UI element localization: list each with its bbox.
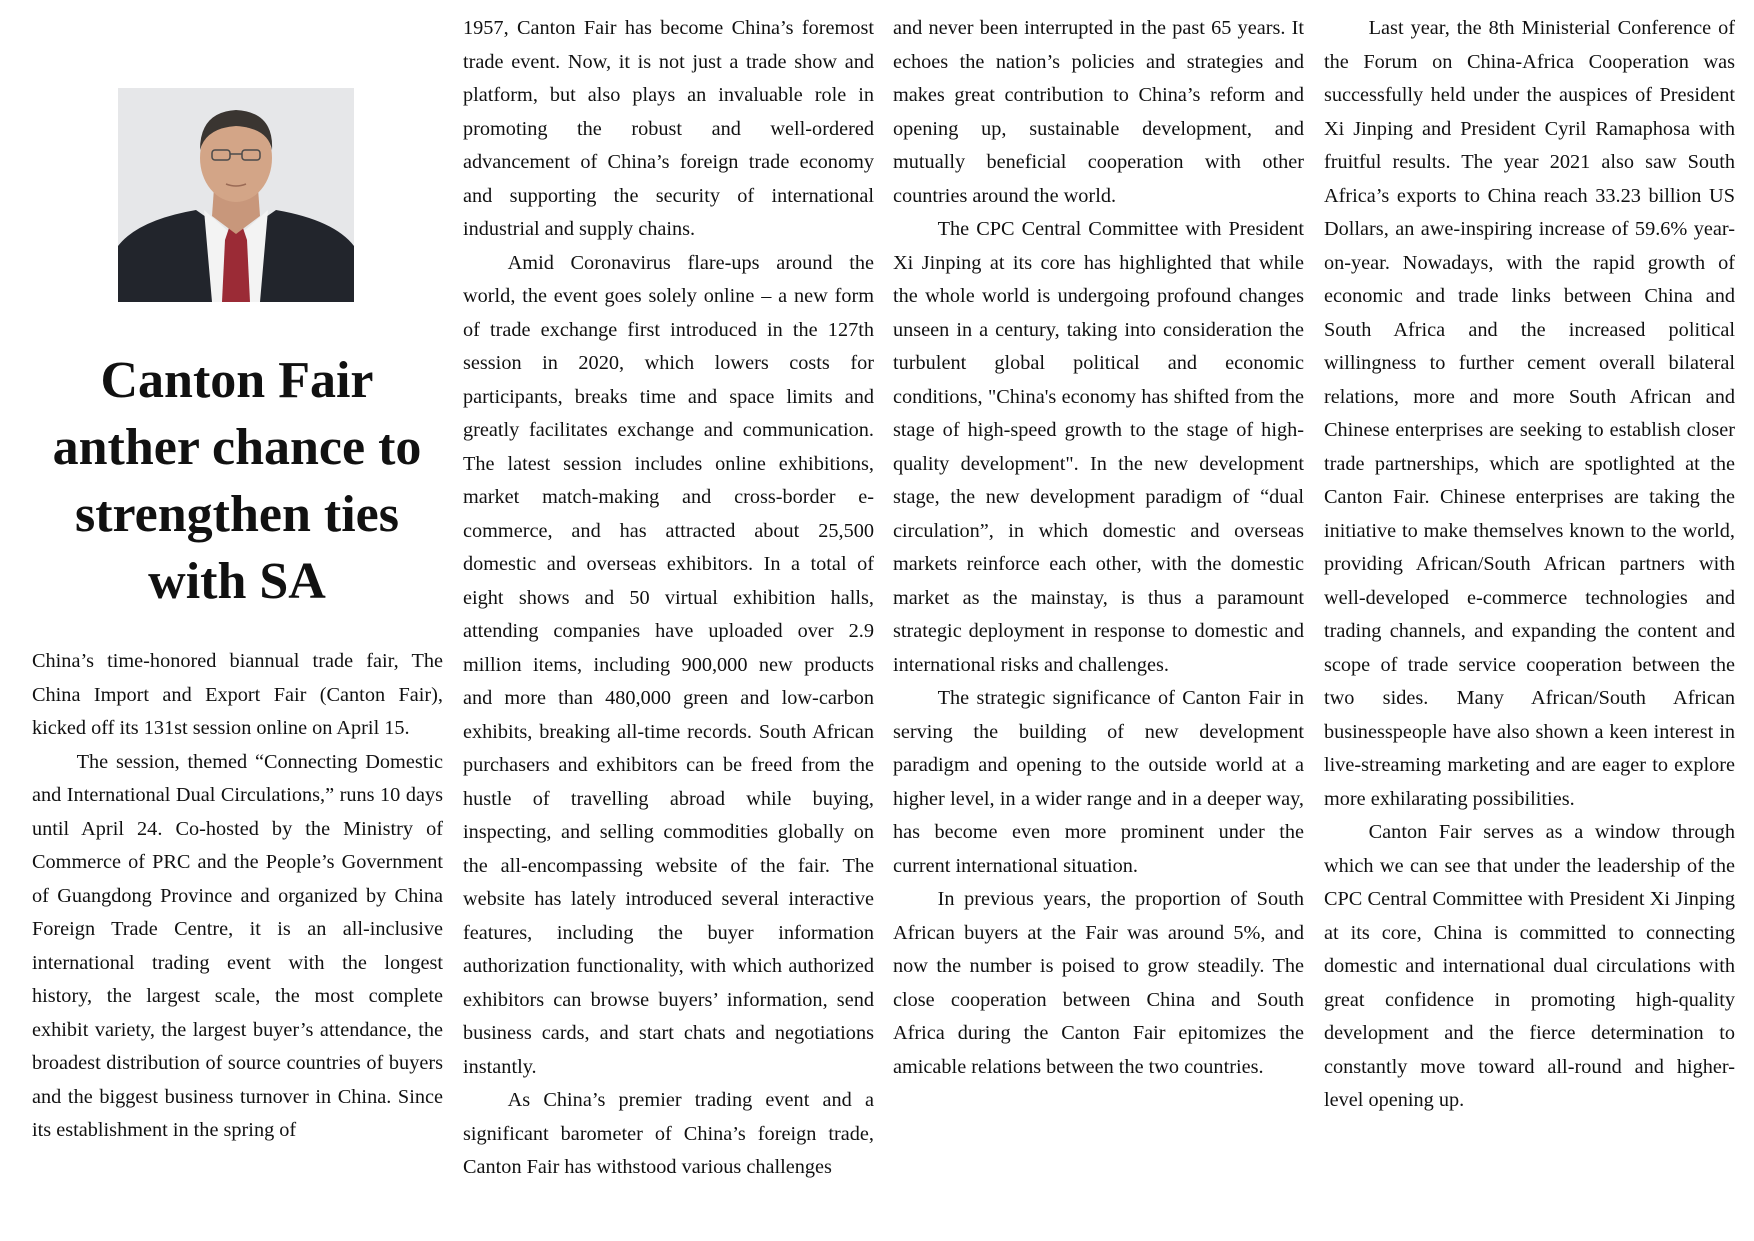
paragraph: In previous years, the proportion of South African buyers at the Fair was around 5%, and now the number is poised to grow steadily. The close cooperation between China and South Africa during the Canton Fair epitomizes the amicable relations between the two countries. [893,888,1304,1078]
paragraph: 1957, Canton Fair has become China’s foremost trade event. Now, it is not just a trade show and platform, but also plays an invaluable role in promoting the robust and well-ordered advancement of China’s foreign trade economy and supporting the security of international industrial and supply chains. [463,17,874,240]
paragraph: The strategic significance of Canton Fair in serving the building of new development paradigm and opening to the outside world at a higher level, in a wider range and in a deeper way, has become even more prominent under the current international situation. [893,687,1304,877]
article-column-3 [893,12,1304,1084]
paragraph: As China’s premier trading event and a significant barometer of China’s foreign trade, Canton Fair has withstood various challenges [463,1089,874,1178]
paragraph: The CPC Central Committee with President Xi Jinping at its core has highlighted that while the whole world is undergoing profound changes unseen in a century, taking into consideration the turbulent global political and economic conditions, "China's economy has shifted from the stage of high-speed growth to the stage of high-quality development". In the new development stage, the new development paradigm of “dual circulation”, in which domestic and overseas markets reinforce each other, with the domestic market as the mainstay, is thus a paramount strategic deployment in response to domestic and international risks and challenges. [893,218,1304,676]
article-headline: Canton Fair anther chance to strengthen ties with SA [52,352,422,610]
paragraph: The session, themed “Connecting Domestic and International Dual Circulations,” runs 10 days until April 24. Co-hosted by the Ministry of Commerce of PRC and the People’s Government of Guangdong Province and organized by China Foreign Trade Centre, it is an all-inclusive international trading event with the longest history, the largest scale, the most complete exhibit variety, the largest buyer’s attendance, the broadest distribution of source countries of buyers and the biggest business turnover in China. Since its establishment in the spring of [32,750,443,1141]
paragraph: China’s time-honored biannual trade fair, The China Import and Export Fair (Canton Fair), kicked off its 131st session online on April 15. [32,650,443,739]
paragraph: and never been interrupted in the past 65 years. It echoes the nation’s policies and strategies and makes great contribution to China’s reform and opening up, sustainable development, and mutually beneficial cooperation with other countries around the world. [893,17,1304,207]
article-column-2 [463,12,874,1185]
paragraph: Canton Fair serves as a window through which we can see that under the leadership of the CPC Central Committee with President Xi Jinping at its core, China is committed to connecting domestic and international dual circulations with great confidence in promoting high-quality development and the fierce determination to constantly move toward all-round and higher-level opening up. [1324,821,1735,1111]
article-column-1 [32,645,443,1148]
author-portrait [118,88,354,302]
paragraph: Last year, the 8th Ministerial Conference of the Forum on China-Africa Cooperation was successfully held under the auspices of President Xi Jinping and President Cyril Ramaphosa with fruitful results. The year 2021 also saw South Africa’s exports to China reach 33.23 billion US Dollars, an awe-inspiring increase of 59.6% year-on-year. Nowadays, with the rapid growth of economic and trade links between China and South Africa and the increased political willingness to further cement overall bilateral relations, more and more South African and Chinese enterprises are seeking to establish closer trade partnerships, which are spotlighted at the Canton Fair. Chinese enterprises are taking the initiative to make themselves known to the world, providing African/South African partners with well-developed e-commerce technologies and trading channels, and expanding the content and scope of trade service cooperation between the two sides. Many African/South African businesspeople have also shown a keen interest in live-streaming marketing and are eager to explore more exhilarating possibilities. [1324,17,1735,810]
paragraph: Amid Coronavirus flare-ups around the world, the event goes solely online – a new form of trade exchange first introduced in the 127th session in 2020, which lowers costs for participants, breaks time and space limits and greatly facilitates exchange and communication. The latest session includes online exhibitions, market match-making and cross-border e-commerce, and has attracted about 25,500 domestic and overseas exhibitors. In a total of eight shows and 50 virtual exhibition halls, attending companies have uploaded over 2.9 million items, including 900,000 new products and more than 480,000 green and low-carbon exhibits, breaking all-time records. South African purchasers and exhibitors can be freed from the hustle of travelling abroad while buying, inspecting, and selling commodities globally on the all-encompassing website of the fair. The website has lately introduced several interactive features, including the buyer information authorization functionality, with which authorized exhibitors can browse buyers’ information, send business cards, and start chats and negotiations instantly. [463,251,874,1078]
portrait-image [118,88,354,302]
article-column-4 [1324,12,1735,1118]
